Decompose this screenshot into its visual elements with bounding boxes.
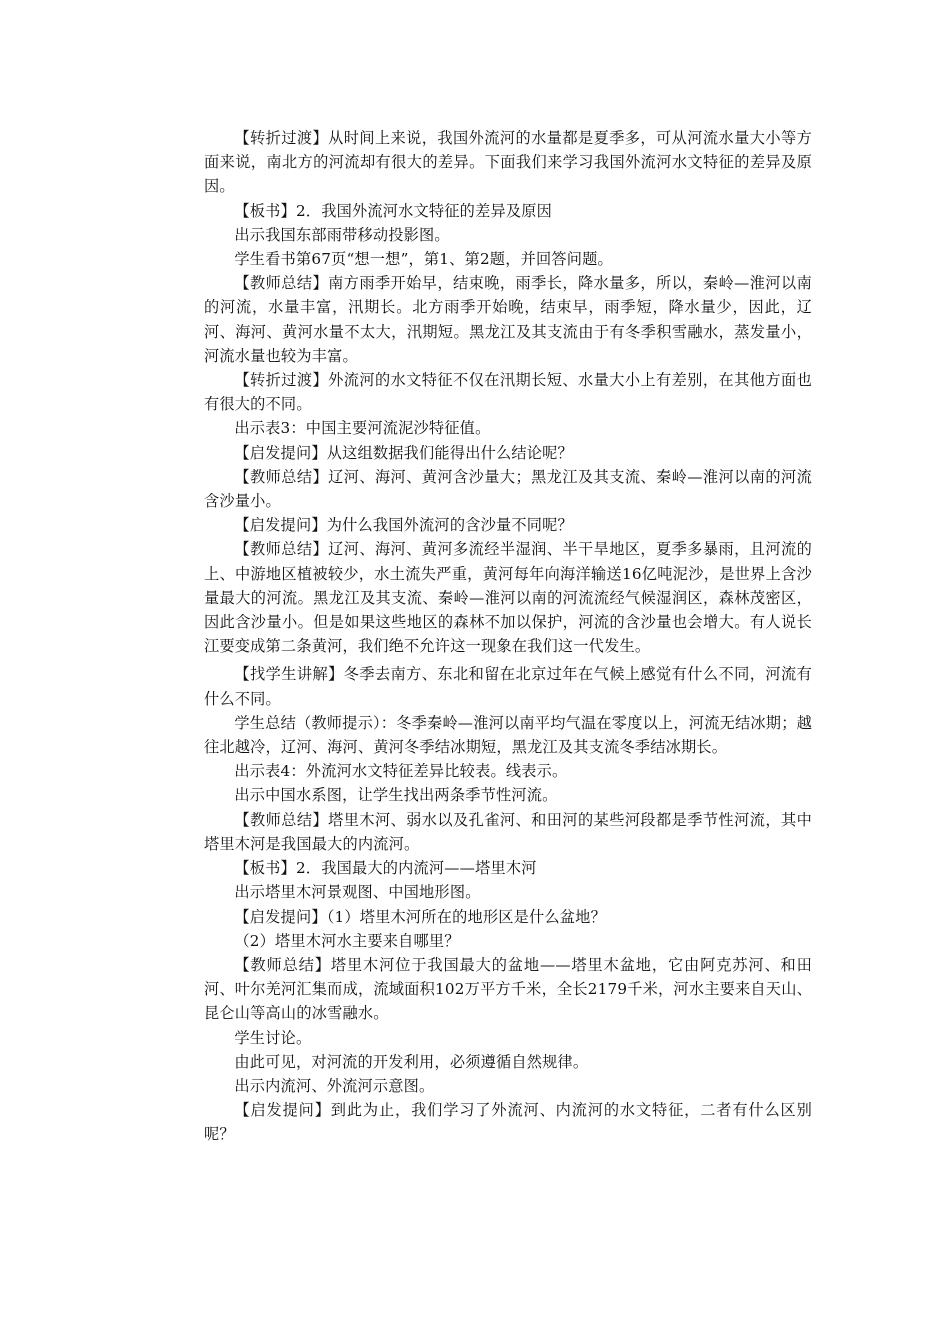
paragraph-student-summary: 学生总结（教师提示）：冬季秦岭—淮河以南平均气温在零度以上，河流无结冰期；越往北越冷，辽河、海河、黄河冬季结冰期短，黑龙江及其支流冬季结冰期长。 (204, 713, 812, 757)
paragraph-summary-4: 【教师总结】塔里木河、弱水以及孔雀河、和田河的某些河段都是季节性河流，其中塔里木河是我国最大的内流河。 (204, 810, 812, 853)
paragraph-question-4: （2）塔里木河水主要来自哪里？ (234, 931, 460, 950)
paragraph-show-water-map: 出示中国水系图，让学生找出两条季节性河流。 (234, 786, 558, 805)
paragraph-show-tarim: 出示塔里木河景观图、中国地形图。 (234, 883, 481, 902)
paragraph-show-table-3: 出示表3：中国主要河流泥沙特征值。 (234, 419, 491, 438)
paragraph-summary-1: 【教师总结】南方雨季开始早，结束晚，雨季长，降水量多，所以，秦岭—淮河以南的河流，水量丰富，汛期长。北方雨季开始晚，结束早，雨季短，降水量少，因此，辽河、海河、黄河水量不太大，汛期短。黑龙江及其支流由于有冬季积雪融水，蒸发量小，河流水量也较为丰富。 (204, 274, 812, 365)
paragraph-question-3: 【启发提问】（1）塔里木河所在的地形区是什么盆地？ (234, 907, 606, 926)
paragraph-show-table-4: 出示表4：外流河水文特征差异比较表。线表示。 (234, 762, 568, 781)
paragraph-show-diagram: 出示内流河、外流河示意图。 (234, 1076, 435, 1095)
paragraph-board-2: 【板书】2．我国最大的内流河——塔里木河 (234, 859, 537, 878)
paragraph-question-1: 【启发提问】从这组数据我们能得出什么结论呢？ (234, 443, 573, 462)
paragraph-conclusion: 由此可见，对河流的开发利用，必须遵循自然规律。 (234, 1052, 589, 1071)
paragraph-question-2: 【启发提问】为什么我国外流河的含沙量不同呢？ (234, 516, 573, 535)
paragraph-summary-5: 【教师总结】塔里木河位于我国最大的盆地——塔里木盆地，它由阿克苏河、和田河、叶尔羌河汇集而成，流域面积102万平方千米，全长2179千米，河水主要来自天山、昆仑山等高山的冰雪融水。 (204, 955, 812, 1023)
document-body (204, 126, 812, 1147)
paragraph-summary-2: 【教师总结】辽河、海河、黄河含沙量大；黑龙江及其支流、秦岭—淮河以南的河流含沙量小。 (204, 467, 812, 511)
paragraph-read-book: 学生看书第67页“想一想”，第1、第2题，并回答问题。 (234, 250, 613, 269)
paragraph-summary-3: 【教师总结】辽河、海河、黄河多流经半湿润、半干旱地区，夏季多暴雨，且河流的上、中游地区植被较少，水土流失严重，黄河每年向海洋输送16亿吨泥沙，是世界上含沙量最大的河流。黑龙江及其支流、秦岭—淮河以南的河流流经气候湿润区，森林茂密区，因此含沙量小。但是如果这些地区的森林不加以保护，河流的含沙量也会增大。有人说长江要变成第二条黄河，我们绝不允许这一现象在我们这一代发生。 (204, 540, 812, 656)
paragraph-question-5: 【启发提问】到此为止，我们学习了外流河、内流河的水文特征，二者有什么区别呢？ (204, 1101, 812, 1144)
paragraph-discussion: 学生讨论。 (234, 1028, 312, 1047)
paragraph-show-rainbelt: 出示我国东部雨带移动投影图。 (234, 225, 450, 244)
paragraph-board-1: 【板书】2．我国外流河水文特征的差异及原因 (234, 201, 553, 220)
paragraph-student-explain: 【找学生讲解】冬季去南方、东北和留在北京过年在气候上感觉有什么不同，河流有什么不同。 (204, 665, 812, 708)
paragraph-transition-2: 【转折过渡】外流河的水文特征不仅在汛期长短、水量大小上有差别，在其他方面也有很大的不同。 (204, 371, 812, 414)
paragraph-transition-1: 【转折过渡】从时间上来说，我国外流河的水量都是夏季多，可从河流水量大小等方面来说，南北方的河流却有很大的差异。下面我们来学习我国外流河水文特征的差异及原因。 (204, 129, 812, 196)
